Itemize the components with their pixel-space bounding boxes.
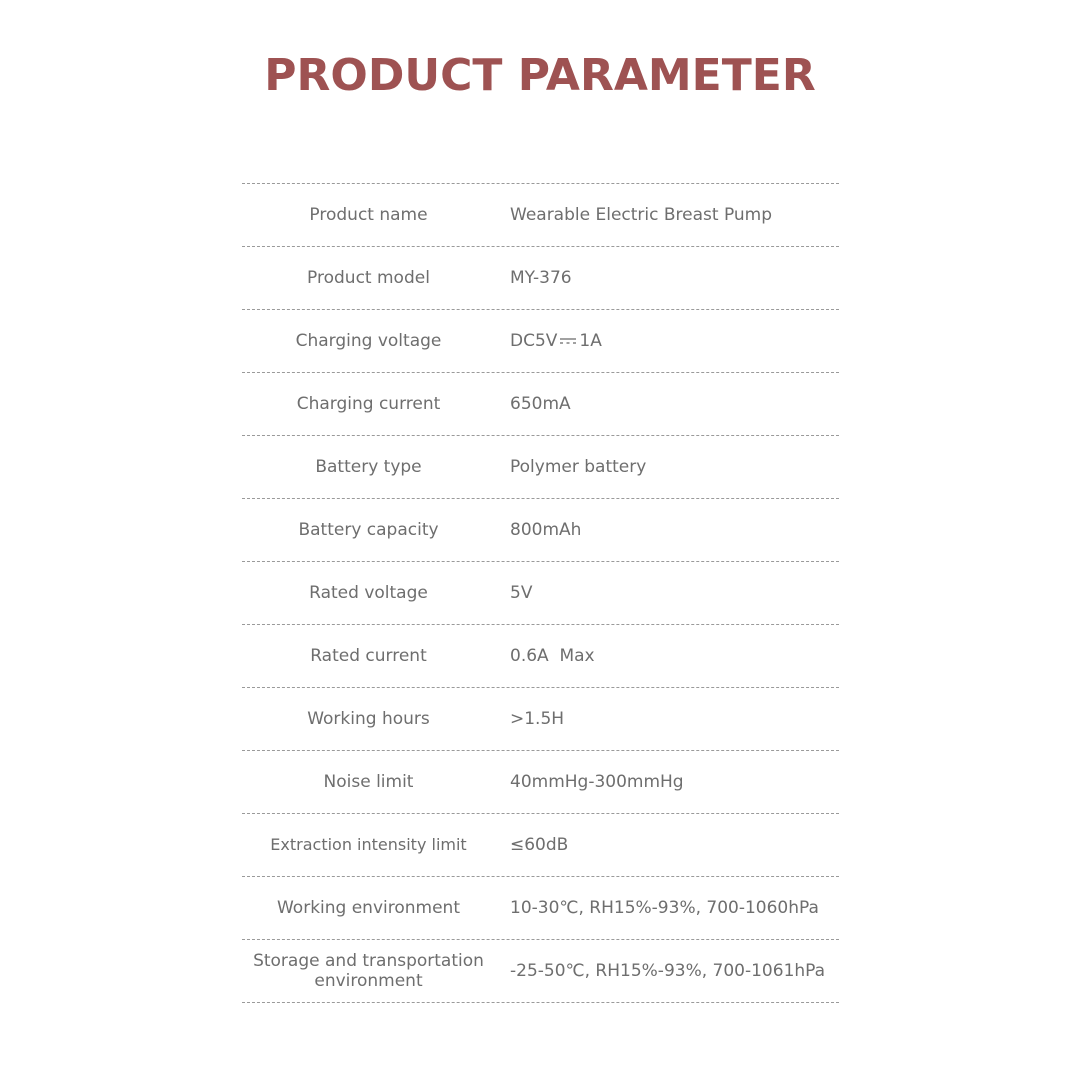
param-value: Polymer battery [510,457,647,477]
param-value: 650mA [510,394,571,414]
param-value-voltage: DC5V [510,331,558,351]
param-label: Working environment [276,898,460,918]
param-value: MY-376 [510,268,572,288]
param-value: 5V [510,583,533,603]
param-label: Charging current [296,394,441,414]
param-label: Product name [309,205,428,225]
param-label-line2: environment [314,971,423,991]
param-value-current: 1A [579,331,602,351]
param-value: Wearable Electric Breast Pump [510,205,773,225]
param-label: Battery type [315,457,422,477]
param-label [242,951,495,991]
table-row [242,184,839,247]
parameter-table [242,183,839,1003]
param-label: Noise limit [323,772,414,792]
page-title: PRODUCT PARAMETER [264,50,816,101]
param-label: Rated voltage [309,583,428,603]
table-row [242,688,839,751]
param-label: Working hours [307,709,430,729]
table-row [242,940,839,1003]
param-value: 800mAh [510,520,582,540]
table-row [242,877,839,940]
param-label: Product model [307,268,430,288]
param-label: Extraction intensity limit [270,835,467,854]
table-row [242,373,839,436]
param-label: Battery capacity [298,520,439,540]
table-row [242,562,839,625]
param-label: Charging voltage [295,331,442,351]
param-value: ≤60dB [510,835,569,855]
table-row [242,436,839,499]
param-label: Rated current [310,646,427,666]
table-row [242,499,839,562]
table-row [242,247,839,310]
table-row [242,625,839,688]
param-label-line1: Storage and transportation [253,951,484,971]
param-value: 10-30℃, RH15%-93%, 700-1060hPa [510,898,819,918]
dc-current-icon [559,337,577,345]
param-value: -25-50℃, RH15%-93%, 700-1061hPa [510,961,826,981]
table-row [242,751,839,814]
param-value: 0.6A Max [510,646,595,666]
param-value: 40mmHg-300mmHg [510,772,684,792]
table-row [242,310,839,373]
param-value [495,331,602,351]
table-row [242,814,839,877]
param-value: >1.5H [510,709,565,729]
